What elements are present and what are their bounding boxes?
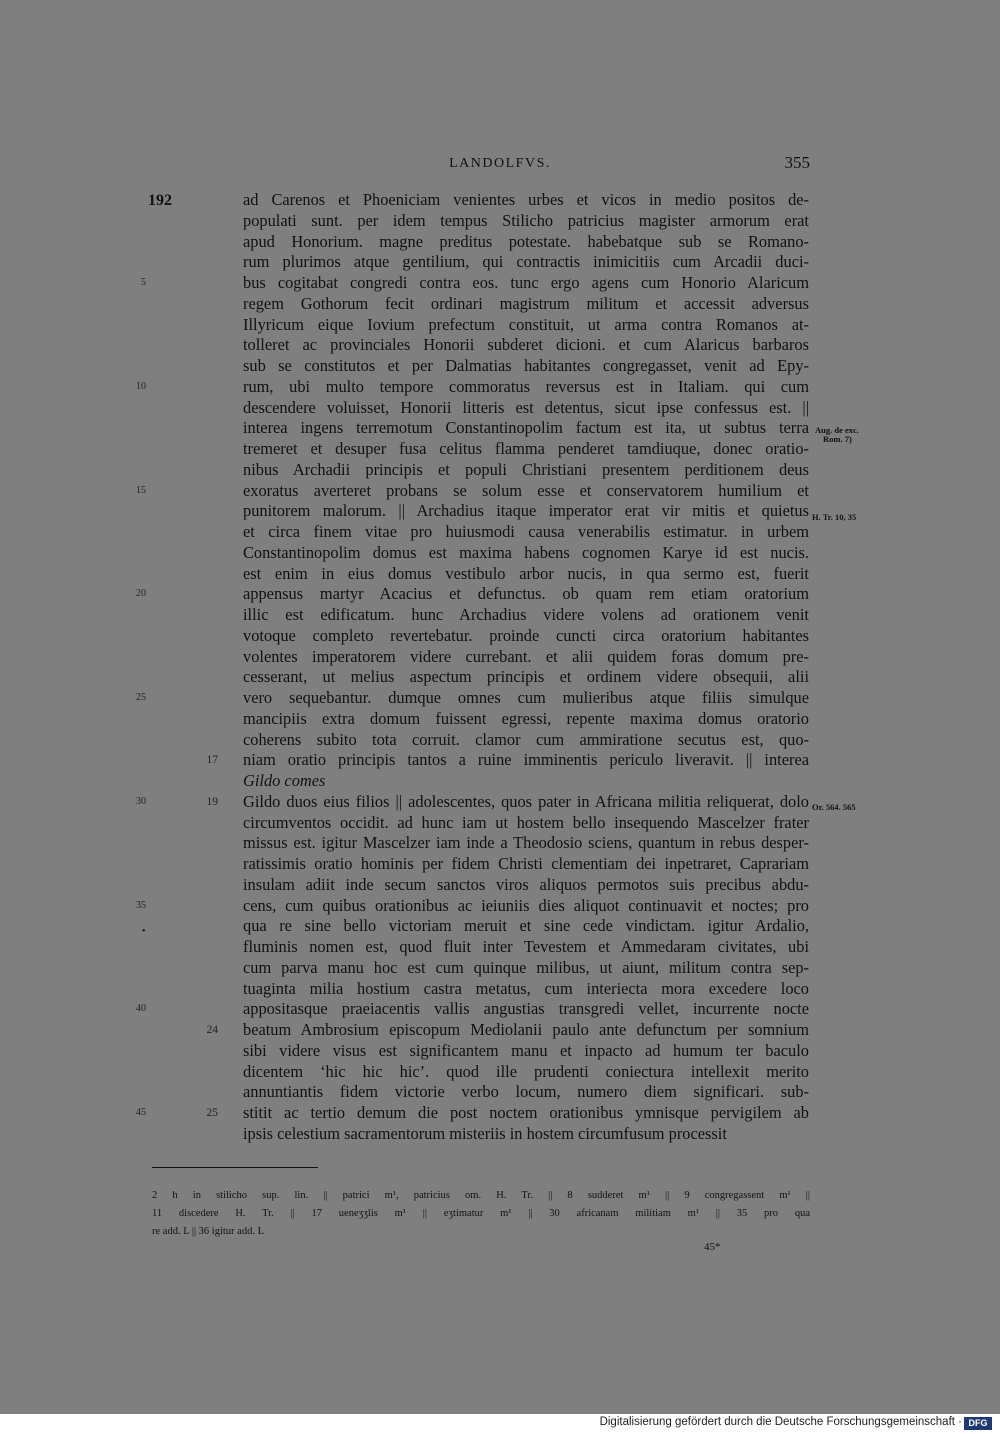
line-number: 35 bbox=[136, 899, 146, 911]
margin-note-line: Rom. 7) bbox=[823, 434, 852, 444]
text-line: coherens subito tota corruit. clamor cum ammiratione secutus est, quo- bbox=[243, 729, 809, 749]
text-line: insulam adiit inde secum sanctos viros aliquos permotos suis precibus abdu- bbox=[243, 874, 809, 894]
text-line: populati sunt. per idem tempus Stilicho patricius magister armorum erat bbox=[243, 210, 809, 230]
text-line: descendere voluisset, Honorii litteris est detentus, sicut ipse confessus est. || bbox=[243, 397, 809, 417]
text-line: exoratus averteret probans se solum esse et conservatorem humilium et bbox=[243, 480, 809, 500]
dfg-logo-icon: DFG bbox=[964, 1417, 992, 1430]
footnote-line: 11 discedere H. Tr. || 17 ueneʒʒlis m¹ || eʒtimatur m¹ || 30 africanam militiam m¹ || 35 pro qua bbox=[152, 1208, 810, 1219]
text-line: sibi videre visus est significantem manu et inpacto ad humum ter baculo bbox=[243, 1040, 809, 1060]
text-line: Gildo comes bbox=[243, 771, 326, 790]
text-line: rum, ubi multo tempore commoratus reversus est in Italiam. qui cum bbox=[243, 376, 809, 396]
digitization-banner bbox=[0, 1414, 1000, 1434]
text-line: cesserant, ut melius aspectum principis et ordinem videre obsequii, alii bbox=[243, 667, 809, 687]
text-line: missus est. igitur Mascelzer iam inde a Theodosio sciens, quantum in rebus desper- bbox=[243, 833, 809, 853]
margin-note-or: Or. 564. 565 bbox=[812, 802, 856, 812]
text-line: et circa finem vitae pro huiusmodi causa venerabilis estimatur. in urbem bbox=[243, 522, 809, 541]
margin-dot: • bbox=[142, 926, 146, 937]
text-line: tremeret et desuper fusa celitus flamma penderet tamdiuque, donec oratio- bbox=[243, 439, 809, 458]
text-line: rum plurimos atque gentilium, qui contractis inimicitiis cum Arcadii duci- bbox=[243, 252, 809, 272]
text-line: sub se constitutos et per Dalmatias habitantes congregasset, venit ad Epy- bbox=[243, 356, 809, 375]
text-line: regem Gothorum fecit ordinari magistrum militum et accessit adversus bbox=[243, 293, 809, 313]
text-line: dicentem ‘hic hic hic’. quod ille prudenti coniectura intellexit merito bbox=[243, 1061, 809, 1081]
text-line: tolleret ac provinciales Honorii subderet dicioni. et cum Alaricus barbaros bbox=[243, 335, 809, 355]
footnote-rule bbox=[152, 1167, 318, 1168]
text-line: Illyricum eique Iovium prefectum constituit, ut arma contra Romanos at- bbox=[243, 314, 809, 334]
text-line: appensus martyr Acacius et defunctus. ob quam rem etiam oratorium bbox=[243, 584, 809, 604]
line-number: 45 bbox=[136, 1107, 146, 1118]
text-line: fluminis nomen est, quod fluit inter Tevestem et Ammedaram civitates, ubi bbox=[243, 937, 809, 956]
line-number: 15 bbox=[136, 484, 146, 496]
text-line: votoque completo revertebatur. proinde cuncti circa oratorium habitantes bbox=[243, 625, 809, 645]
source-chapter-number: 25 bbox=[206, 1107, 218, 1119]
text-line: volentes imperatorem videre currebant. et alii quidem foras domum pre- bbox=[243, 646, 809, 666]
text-line: beatum Ambrosium episcopum Mediolanii paulo ante defunctum per somnium bbox=[243, 1020, 809, 1039]
text-line: qua re sine bello victoriam meruit et sine cede vindictam. igitur Ardalio, bbox=[243, 916, 809, 936]
text-line: circumventos occidit. ad hunc iam ut hostem bello insequendo Mascelzer frater bbox=[243, 812, 809, 832]
section-number: 192 bbox=[148, 192, 172, 209]
margin-note-line: Aug. de exc. bbox=[815, 425, 859, 435]
text-line: nibus Archadii principis et populi Christiani presentem perditionem deus bbox=[243, 459, 809, 479]
text-line: mancipiis extra domum fuissent egressi, repente maxima domus oratorio bbox=[243, 708, 809, 728]
source-chapter-number: 17 bbox=[206, 754, 218, 767]
line-number: 5 bbox=[141, 277, 146, 288]
text-line: tuaginta milia hostium castra metatus, cum interiecta mora excedere loco bbox=[243, 978, 809, 998]
line-number: 25 bbox=[136, 692, 146, 703]
banner-text: Digitalisierung gefördert durch die Deutsche Forschungsgemeinschaft · bbox=[599, 1416, 962, 1428]
text-line: ad Carenos et Phoeniciam venientes urbes et vicos in medio positos de- bbox=[243, 190, 809, 209]
text-line: vero sequebantur. dumque omnes cum mulieribus atque filiis simulque bbox=[243, 688, 809, 707]
text-line: Gildo duos eius filios || adolescentes, quos pater in Africana militia reliquerat, dolo bbox=[243, 791, 809, 811]
text-line: apud Honorium. magne preditus potestate. habebatque sub se Romano- bbox=[243, 231, 809, 251]
text-line: est enim in eius domus vestibulo arbor nucis, in qua sermo est, fuerit bbox=[243, 563, 809, 583]
text-line: bus cogitabat congredi contra eos. tunc ergo agens cum Honorio Alaricum bbox=[243, 273, 809, 292]
text-line: interea ingens terremotum Constantinopolim factum est ita, ut subtus terra bbox=[243, 418, 809, 438]
text-line: niam oratio principis tantos a ruine imminentis periculo liveravit. || interea bbox=[243, 750, 809, 770]
text-line: appositasque praeiacentis vallis angustias transgredi vellet, incurrente nocte bbox=[243, 999, 809, 1019]
text-line: stitit ac tertio demum die post noctem orationibus ymnisque pervigilem ab bbox=[243, 1103, 809, 1122]
footnote-line: 2 h in stilicho sup. lin. || patrici m¹, patricius om. H. Tr. || 8 sudderet m¹ || 9 congregassent m¹ || bbox=[152, 1190, 810, 1201]
running-head: LANDOLFVS. bbox=[449, 156, 551, 171]
signature-mark: 45* bbox=[704, 1241, 721, 1253]
margin-note-htr: H. Tr. 10, 35 bbox=[812, 512, 857, 522]
margin-note-aug bbox=[815, 426, 859, 444]
page-number: 355 bbox=[784, 153, 810, 172]
line-number: 20 bbox=[136, 588, 146, 600]
line-number: 40 bbox=[136, 1003, 146, 1015]
text-line: annuntiantis fidem victorie verbo locum, numero diem significari. sub- bbox=[243, 1082, 809, 1102]
text-line: ipsis celestium sacramentorum misteriis in hostem circumfusum processit bbox=[243, 1123, 727, 1143]
text-line: cum parva manu hoc est cum quinque milibus, ut aiunt, militum contra sep- bbox=[243, 957, 809, 977]
line-number: 10 bbox=[136, 380, 146, 392]
text-line: illic est edificatum. hunc Archadius videre volens ad orationem venit bbox=[243, 605, 809, 624]
text-line: cens, cum quibus orationibus ac ieiuniis dies aliquot continuavit et noctes; pro bbox=[243, 895, 809, 915]
source-chapter-number: 19 bbox=[206, 795, 218, 808]
source-chapter-number: 24 bbox=[206, 1024, 218, 1036]
footnote-line: re add. L || 36 igitur add. L bbox=[152, 1226, 264, 1237]
text-line: ratissimis oratio hominis per fidem Christi clementiam dei inpetraret, Caprariam bbox=[243, 854, 809, 873]
text-line: punitorem malorum. || Archadius itaque imperator erat vir mitis et quietus bbox=[243, 501, 809, 521]
text-line: Constantinopolim domus est maxima habens cognomen Karye id est nucis. bbox=[243, 542, 809, 562]
line-number: 30 bbox=[136, 795, 146, 807]
